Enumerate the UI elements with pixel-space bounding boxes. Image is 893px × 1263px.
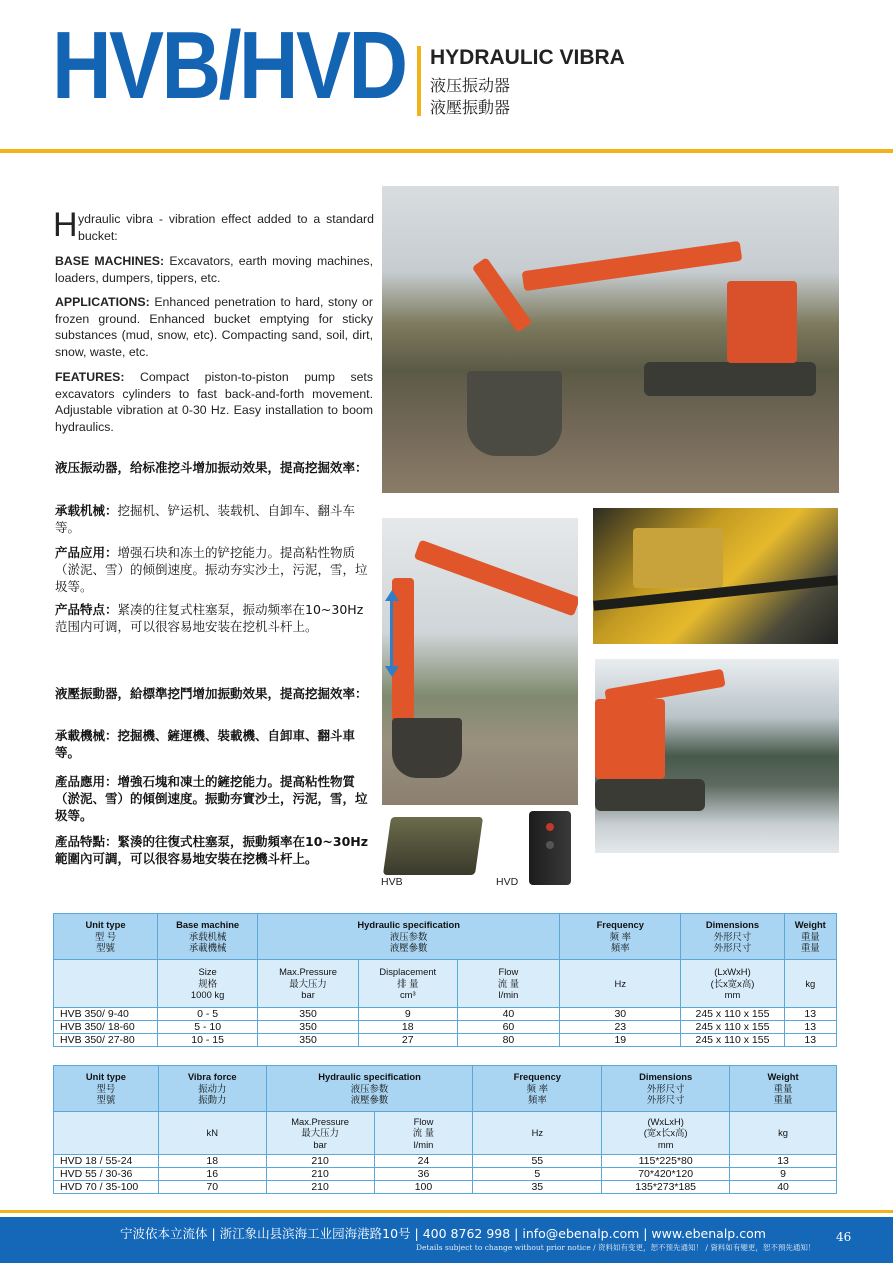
sub-flow: Flow 流 量 l/min [374,1112,473,1155]
col-hydraulic-spec: Hydraulic specification 液压参数 液壓參數 [266,1066,473,1112]
cn-s3-text: 紧凑的往复式柱塞泵，振动频率在10~30Hz范围内可调，可以很容易地安装在挖机斗杆上。 [55,602,364,634]
table-row: HVD 18 / 55-24 18 210 24 55 115*225*80 13 [54,1155,837,1168]
table-row: HVB 350/ 18-60 5 - 10 350 18 60 23 245 x 110 x 155 13 [54,1021,837,1034]
sub-dim: (WxLxH) (宽x长x高) mm [602,1112,730,1155]
sub-hz: Hz [473,1112,602,1155]
hydraulic-valve-photo [593,508,838,644]
sub-pressure: Max.Pressure 最大压力 bar [266,1112,374,1155]
col-weight: Weight 重量 重量 [730,1066,837,1112]
col-hydraulic-spec: Hydraulic specification 液压参数 液壓參數 [258,914,560,960]
col-dimensions: Dimensions 外形尺寸 外形尺寸 [681,914,784,960]
sub-size: Size 规格 1000 kg [158,960,258,1008]
hvd-caption: HVD [496,876,519,888]
applications-paragraph [55,294,373,360]
intro-text: ydraulic vibra - vibration effect added to a standard bucket: [78,212,374,243]
col-frequency: Frequency 频 率 頻率 [560,914,681,960]
table-row: HVD 70 / 35-100 70 210 100 35 135*273*185 40 [54,1181,837,1194]
sub-empty [54,960,158,1008]
table-row: HVB 350/ 9-40 0 - 5 350 9 40 30 245 x 110 x 155 13 [54,1008,837,1021]
cn-traditional-features: 產品特點：緊湊的往復式柱塞泵，振動頻率在10~30Hz範圍內可調，可以很容易地安裝在挖機斗杆上。 [55,834,369,866]
sub-pressure: Max.Pressure 最大压力 bar [258,960,359,1008]
cn-s1-text: 挖掘机、铲运机、装载机、自卸车、翻斗车等。 [55,503,356,535]
cn-simplified-intro: 液压振动器，给标准挖斗增加振动效果，提高挖掘效率： [55,460,368,475]
hvd-product-image [529,811,571,885]
subtitle-chinese-traditional: 液壓振動器 [430,100,511,117]
features-paragraph [55,369,373,435]
cn-simplified-base-machines [55,502,375,536]
hvd-spec-table [53,1065,837,1194]
base-machines-paragraph [55,253,373,286]
cn-simplified-features [55,601,375,635]
applications-label: APPLICATIONS: [55,295,150,309]
header-divider [0,149,893,153]
features-label: FEATURES: [55,370,125,384]
page-title: HVB/HVD [52,12,406,119]
header-accent-bar [417,46,421,116]
base-machines-text: Excavators, earth moving machines, loaders, dumpers, tippers, etc. [55,254,374,285]
cn-simplified-applications [55,544,375,595]
excavator-photo-side [382,518,578,805]
arrow-up-icon [385,590,399,601]
sub-kn: kN [158,1112,266,1155]
col-unit-type: Unit type 型 号 型號 [54,914,158,960]
table-row: HVB 350/ 27-80 10 - 15 350 27 80 19 245 x 110 x 155 13 [54,1034,837,1047]
features-text: Compact piston-to-piston pump sets excavators cylinders to fast back-and-forth movement. Adjustable vibration at 0-30 Hz. Easy installation to boom hydraulics. [55,370,373,434]
col-weight: Weight 重量 重量 [784,914,836,960]
cn-traditional-intro: 液壓振動器，給標準挖鬥增加振動效果，提高挖掘效率： [55,686,368,701]
footer-contact: 宁波依本立流体 | 浙江象山县滨海工业园海港路10号 | 400 8762 998 | info@ebenalp.com | www.ebenalp.com [120,1226,766,1241]
drop-cap: H [53,206,78,244]
base-machines-label: BASE MACHINES: [55,254,165,268]
hvb-product-image [383,817,483,875]
vibration-arrow [390,598,393,670]
sub-kg: kg [784,960,836,1008]
sub-kg: kg [730,1112,837,1155]
excavator-snow-photo [595,659,839,853]
cn-s2-text: 增强石块和冻土的铲挖能力。提高粘性物质（淤泥、雪）的倾倒速度。振动夯实沙土，污泥，雪，垃圾等。 [55,545,368,594]
subtitle-chinese-simplified: 液压振动器 [430,78,511,95]
col-base-machine: Base machine 承载机械 承載機械 [158,914,258,960]
cn-traditional-base-machines: 承載機械：挖掘機、鏟運機、裝載機、自卸車、翻斗車等。 [55,728,356,760]
applications-text: Enhanced penetration to hard, stony or frozen ground. Enhanced bucket emptying for sticky substances (mud, snow, etc). Compacting sand, soil, dirt, snow, waste, etc. [55,295,373,359]
arrow-down-icon [385,666,399,677]
sub-displacement: Displacement 排 量 cm³ [358,960,457,1008]
sub-empty [54,1112,159,1155]
cn-s2-label: 产品应用： [55,545,118,560]
excavator-photo-main [382,186,839,493]
col-vibra-force: Vibra force 振动力 振動力 [158,1066,266,1112]
subtitle-english: HYDRAULIC VIBRA [430,46,625,69]
page-number: 46 [836,1230,852,1244]
col-dimensions: Dimensions 外形尺寸 外形尺寸 [602,1066,730,1112]
sub-dim: (LxWxH) (长x宽x高) mm [681,960,784,1008]
hvb-spec-table [53,913,837,1047]
hvb-caption: HVB [381,876,403,888]
footer-divider [0,1210,893,1213]
footer-disclaimer: Details subject to change without prior notice / 资料如有变更，恕不预先通知！ / 資料如有變更，恕不預先通知！ [416,1243,816,1252]
sub-hz: Hz [560,960,681,1008]
table-row: HVD 55 / 30-36 16 210 36 5 70*420*120 9 [54,1168,837,1181]
cn-traditional-applications: 產品應用：增強石塊和凍土的鏟挖能力。提高粘性物質（淤泥、雪）的傾倒速度。振動夯實沙土，污泥，雪，垃圾等。 [55,774,368,823]
sub-flow: Flow 流 量 l/min [457,960,560,1008]
cn-s3-label: 产品特点： [55,602,118,617]
col-frequency: Frequency 频 率 頻率 [473,1066,602,1112]
col-unit-type: Unit type 型号 型號 [54,1066,159,1112]
cn-s1-label: 承载机械： [55,503,118,518]
